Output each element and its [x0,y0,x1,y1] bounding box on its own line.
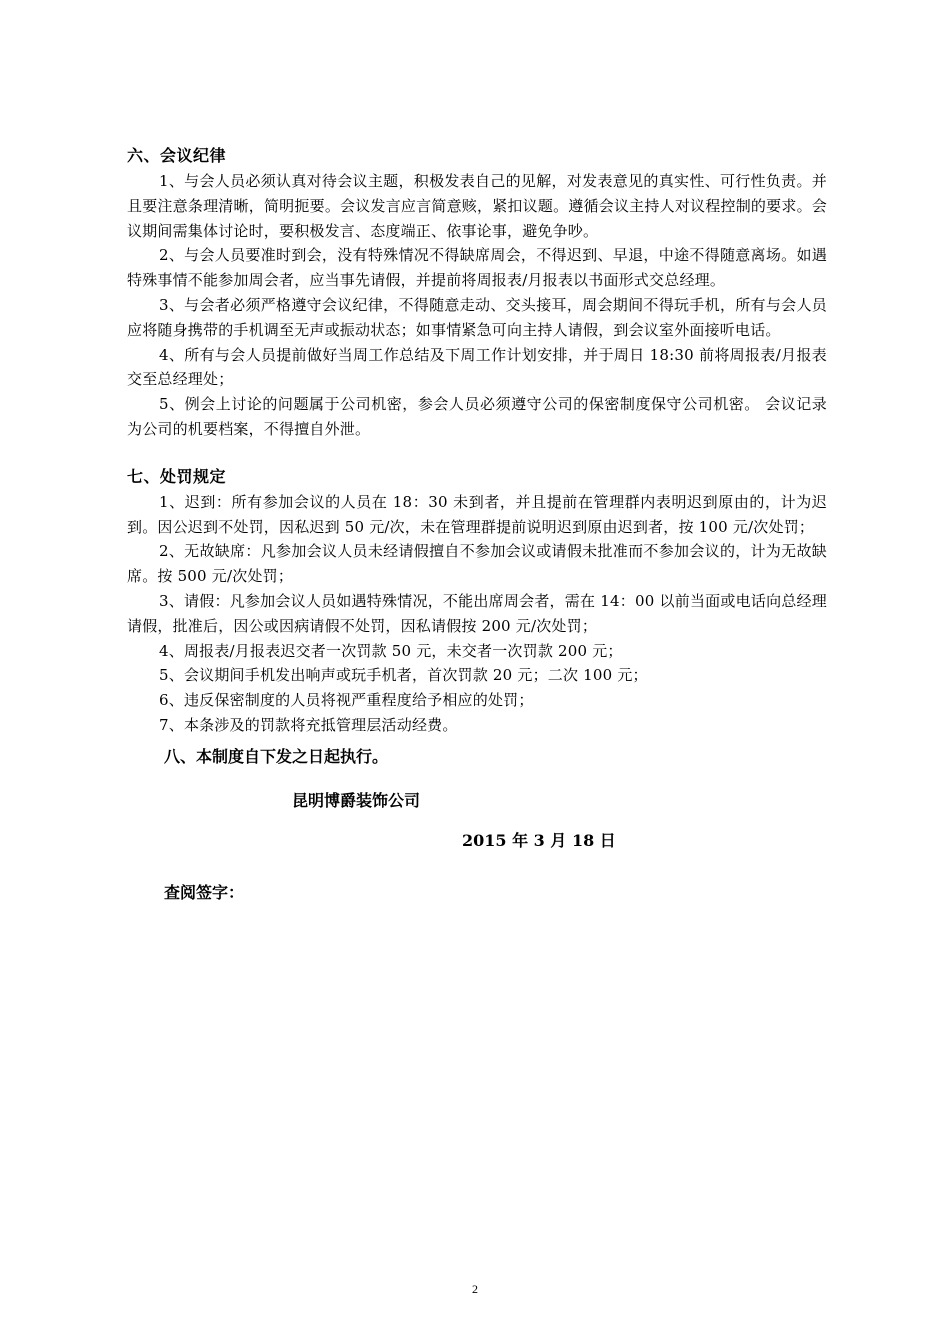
clause-paragraph: 2、无故缺席：凡参加会议人员未经请假擅自不参加会议或请假未批准而不参加会议的，计为无故缺席。按 500 元/次处罚； [127,542,827,586]
clause-paragraph: 5、会议期间手机发出响声或玩手机者，首次罚款 20 元；二次 100 元； [159,666,648,685]
clause-paragraph: 3、请假：凡参加会议人员如遇特殊情况，不能出席周会者，需在 14：00 以前当面或电话向总经理请假，批准后，因公或因病请假不处罚，因私请假按 200 元/次处罚； [127,591,827,635]
section-spacer [127,442,827,464]
clause-paragraph: 1、迟到：所有参加会议的人员在 18：30 未到者，并且提前在管理群内表明迟到原由的，计为迟到。因公迟到不处罚，因私迟到 50 元/次，未在管理群提前说明迟到原由迟到者，按 100 元/次处罚； [127,492,827,536]
effective-clause: 八、本制度自下发之日起执行。 [164,746,389,766]
company-name: 昆明博爵装饰公司 [292,790,421,810]
clause-paragraph: 4、所有与会人员提前做好当周工作总结及下周工作计划安排，并于周日 18:30 前将周报表/月报表交至总经理处； [127,345,827,389]
clause-paragraph: 5、例会上讨论的问题属于公司机密，参会人员必须遵守公司的保密制度保守公司机密。 会议记录为公司的机要档案，不得擅自外泄。 [127,395,827,438]
clause-paragraph: 1、与会人员必须认真对待会议主题，积极发表自己的见解，对发表意见的真实性、可行性负责。并且要注意条理清晰，简明扼要。会议发言应言简意赅，紧扣议题。遵循会议主持人对议程控制的要求。会议期间需集体讨论时，要积极发言、态度端正、依事论事，避免争吵。 [127,172,827,240]
section-heading: 七、处罚规定 [127,466,227,486]
clause-paragraph: 7、本条涉及的罚款将充抵管理层活动经费。 [159,715,458,734]
document-body [127,143,827,906]
section-meeting-discipline [127,143,827,442]
clause-paragraph: 2、与会人员要准时到会，没有特殊情况不得缺席周会，不得迟到、早退，中途不得随意离场。如遇特殊事情不能参加周会者，应当事先请假，并提前将周报表/月报表以书面形式交总经理。 [127,246,827,290]
clause-paragraph: 4、周报表/月报表迟交者一次罚款 50 元，未交者一次罚款 200 元； [159,641,623,660]
page-number: 2 [472,1282,478,1296]
section-penalties [127,464,827,738]
issue-date: 2015 年 3 月 18 日 [462,830,616,850]
signature-label: 查阅签字： [164,882,245,902]
section-heading: 六、会议纪律 [127,146,227,165]
clause-paragraph: 3、与会者必须严格遵守会议纪律，不得随意走动、交头接耳，周会期间不得玩手机，所有与会人员应将随身携带的手机调至无声或振动状态；如事情紧急可向主持人请假，到会议室外面接听电话。 [127,295,827,339]
clause-paragraph: 6、违反保密制度的人员将视严重程度给予相应的处罚； [159,691,534,710]
